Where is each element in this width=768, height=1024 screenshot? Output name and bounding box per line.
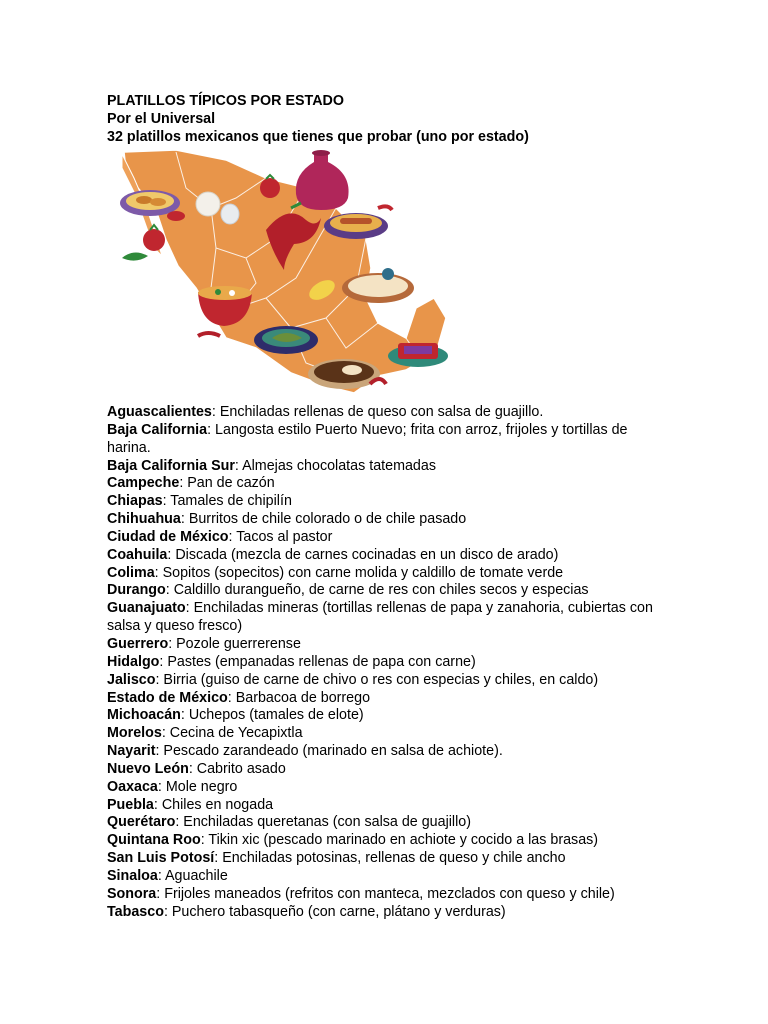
dish-entry bbox=[107, 761, 667, 779]
dish-entry bbox=[107, 404, 667, 422]
state-name: San Luis Potosí bbox=[107, 850, 215, 867]
dish-description: : Pastes (empanadas rellenas de papa con carne) bbox=[159, 653, 476, 670]
state-name: Quintana Roo bbox=[107, 832, 201, 849]
dish-description: : Cecina de Yecapixtla bbox=[161, 725, 303, 742]
state-name: Sinaloa bbox=[107, 867, 158, 884]
dish-entry bbox=[107, 422, 667, 458]
dish-entry bbox=[107, 850, 667, 868]
dish-entry bbox=[107, 707, 667, 725]
dish-description: : Tamales de chipilín bbox=[162, 493, 292, 510]
dish-description: : Sopitos (sopecitos) con carne molida y caldillo de tomate verde bbox=[154, 564, 564, 581]
state-name: Baja California Sur bbox=[107, 457, 235, 474]
dish-description: : Caldillo duranguеño, de carne de res con chiles secos y especias bbox=[165, 582, 589, 599]
state-name: Chiapas bbox=[107, 493, 163, 510]
clay-jug bbox=[296, 153, 349, 210]
dish-description: : Burritos de chile colorado o de chile pasado bbox=[180, 511, 467, 528]
dish-description: : Enchiladas potosinas, rellenas de queso y chile ancho bbox=[214, 850, 566, 867]
state-name: Nuevo León bbox=[107, 760, 189, 777]
dish-entry bbox=[107, 475, 667, 493]
dish-entry bbox=[107, 672, 667, 690]
dish-description: : Pescado zarandeado (marinado en salsa de achiote). bbox=[155, 743, 503, 760]
dish-entry bbox=[107, 904, 667, 922]
dish-entry bbox=[107, 547, 667, 565]
state-name: Baja California bbox=[107, 421, 208, 438]
dish-description: : Aguachile bbox=[157, 867, 228, 884]
dish-entry bbox=[107, 814, 667, 832]
document-byline: Por el Universal bbox=[107, 111, 216, 127]
dish-entry bbox=[107, 779, 667, 797]
tomato-left bbox=[143, 229, 165, 251]
dish-entry bbox=[107, 458, 667, 476]
state-name: Jalisco bbox=[107, 671, 156, 688]
state-name: Ciudad de México bbox=[107, 528, 229, 545]
state-name: Estado de México bbox=[107, 689, 228, 706]
dish-description: : Chiles en nogada bbox=[153, 796, 274, 813]
dish-description: : Enchiladas queretanas (con salsa de guajillo) bbox=[175, 814, 471, 831]
document-subtitle: 32 platillos mexicanos que tienes que probar (uno por estado) bbox=[107, 129, 529, 145]
dish-description: : Pan de cazón bbox=[179, 475, 275, 492]
dish-entry bbox=[107, 797, 667, 815]
state-name: Chihuahua bbox=[107, 511, 181, 528]
state-name: Campeche bbox=[107, 475, 180, 492]
mexico-food-map-illustration bbox=[116, 148, 456, 398]
dish-description: : Pozole guerrerense bbox=[168, 635, 301, 652]
dish-entry bbox=[107, 511, 667, 529]
state-name: Oaxaca bbox=[107, 778, 158, 795]
dish-list bbox=[107, 404, 667, 921]
dish-description: : Discada (mezcla de carnes cocinadas en un disco de arado) bbox=[167, 546, 559, 563]
dish-description: : Frijoles maneados (refritos con manteca, mezclados con queso y chile) bbox=[156, 885, 615, 902]
dish-description: : Tacos al pastor bbox=[228, 528, 333, 545]
state-name: Durango bbox=[107, 582, 166, 599]
dish-entry bbox=[107, 529, 667, 547]
dish-entry bbox=[107, 493, 667, 511]
state-name: Colima bbox=[107, 564, 155, 581]
dish-entry bbox=[107, 565, 667, 583]
state-name: Puebla bbox=[107, 796, 154, 813]
dish-description: : Almejas chocolatas tatemadas bbox=[234, 457, 436, 474]
state-name: Querétaro bbox=[107, 814, 176, 831]
dish-description: : Langosta estilo Puerto Nuevo; frita con arroz, frijoles y tortillas de harina. bbox=[107, 421, 628, 456]
dish-description: : Barbacoa de borrego bbox=[227, 689, 371, 706]
document-title: PLATILLOS TÍPICOS POR ESTADO bbox=[107, 93, 344, 109]
dish-entry bbox=[107, 725, 667, 743]
dish-entry bbox=[107, 868, 667, 886]
state-name: Hidalgo bbox=[107, 653, 160, 670]
dish-description: : Birria (guiso de carne de chivo o res con especias y chiles, en caldo) bbox=[155, 671, 599, 688]
dish-description: : Tikin xic (pescado marinado en achiote y cocido a las brasas) bbox=[200, 832, 599, 849]
state-name: Guerrero bbox=[107, 635, 169, 652]
dish-description: : Uchepos (tamales de elote) bbox=[180, 707, 364, 724]
state-name: Tabasco bbox=[107, 903, 164, 920]
dish-entry bbox=[107, 636, 667, 654]
tomato-top bbox=[260, 178, 280, 198]
state-name: Coahuila bbox=[107, 546, 168, 563]
state-name: Morelos bbox=[107, 725, 162, 742]
dish-entry bbox=[107, 690, 667, 708]
dish-description: : Mole negro bbox=[157, 778, 238, 795]
dish-entry bbox=[107, 600, 667, 636]
document-header bbox=[107, 92, 667, 146]
dish-entry bbox=[107, 582, 667, 600]
dish-entry bbox=[107, 654, 667, 672]
dish-description: : Enchiladas mineras (tortillas rellenas de papa y zanahoria, cubiertas con salsa y queso fresco) bbox=[107, 600, 653, 635]
state-name: Nayarit bbox=[107, 743, 156, 760]
dish-entry bbox=[107, 832, 667, 850]
state-name: Sonora bbox=[107, 885, 157, 902]
state-name: Michoacán bbox=[107, 707, 181, 724]
dish-description: : Enchiladas rellenas de queso con salsa de guajillo. bbox=[211, 404, 544, 420]
dish-description: : Cabrito asado bbox=[188, 760, 286, 777]
state-name: Aguascalientes bbox=[107, 404, 212, 420]
mexico-food-map-icon bbox=[116, 148, 456, 398]
dish-entry bbox=[107, 886, 667, 904]
dish-entry bbox=[107, 743, 667, 761]
state-name: Guanajuato bbox=[107, 600, 186, 617]
garlic bbox=[196, 192, 220, 216]
dish-description: : Puchero tabasqueño (con carne, plátano y verduras) bbox=[163, 903, 506, 920]
